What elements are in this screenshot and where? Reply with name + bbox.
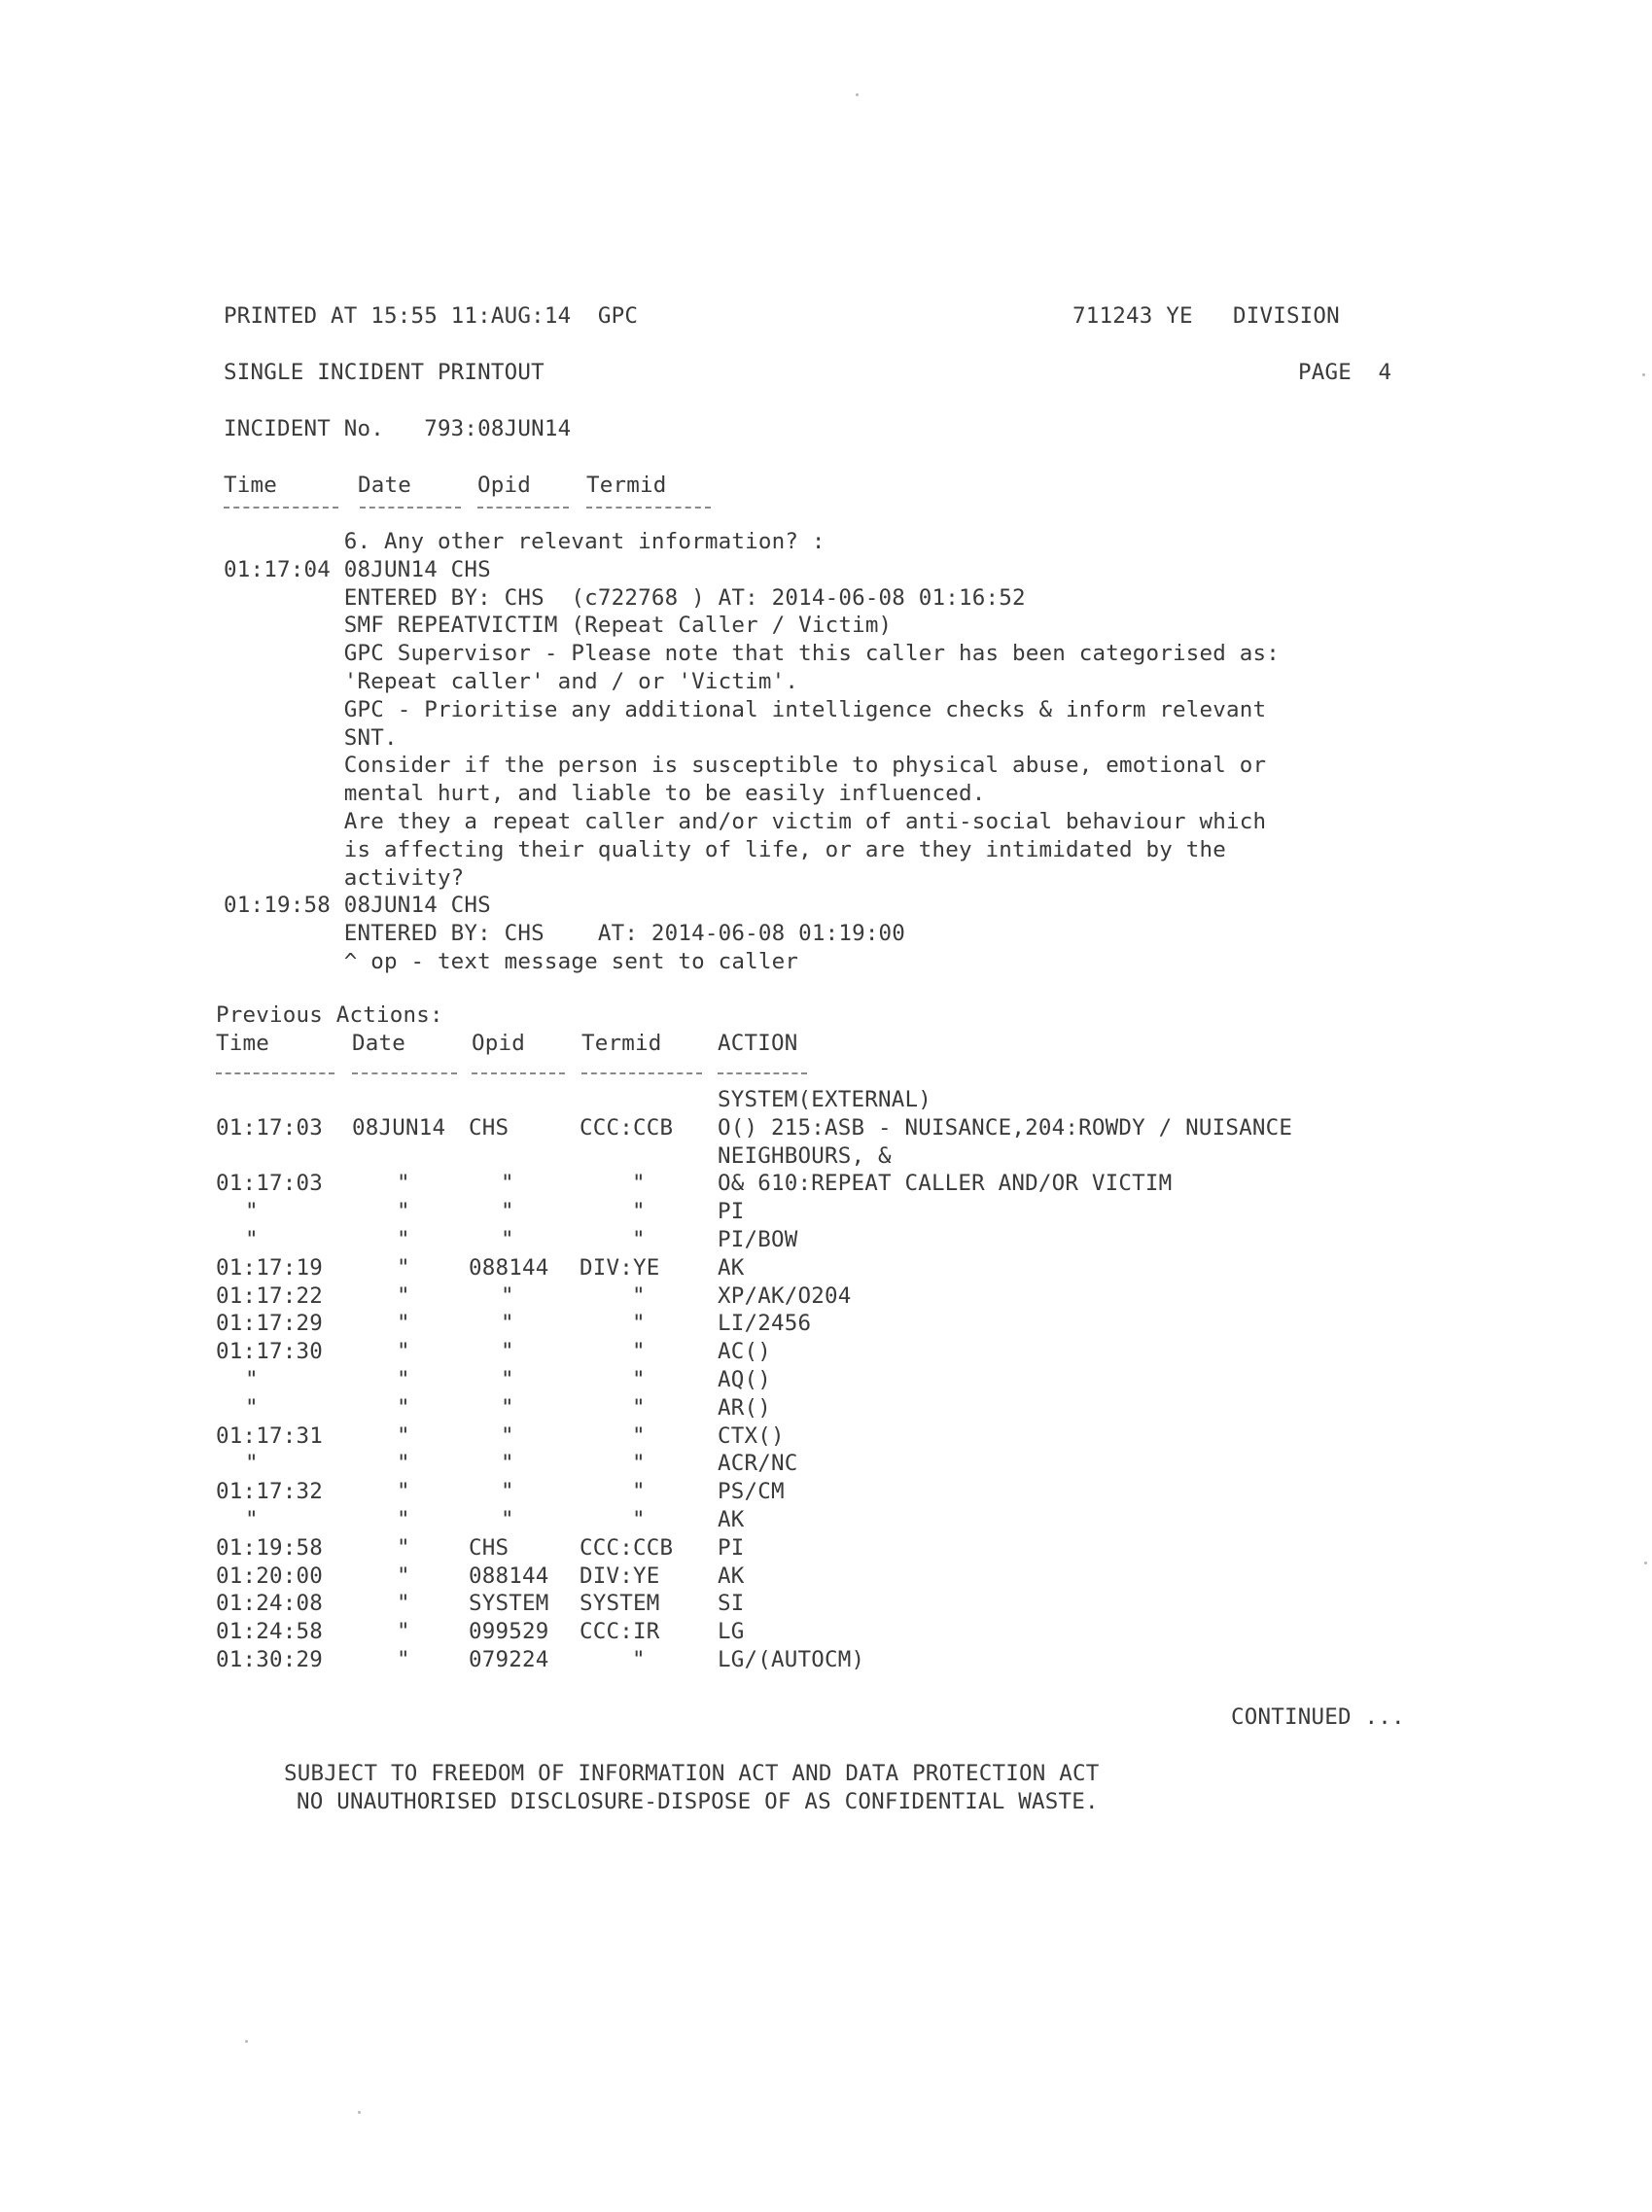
divider: [472, 1072, 565, 1074]
cell-opid: ": [501, 1422, 514, 1449]
cell-time: ": [245, 1394, 259, 1421]
cell-time: 01:17:22: [216, 1282, 323, 1309]
cell-time: 01:24:08: [216, 1591, 323, 1617]
cell-action: LG/(AUTOCM): [718, 1647, 865, 1672]
divider: [718, 1072, 807, 1074]
cell-action: O() 215:ASB - NUISANCE,204:ROWDY / NUISANCE: [718, 1114, 1293, 1141]
page-number: PAGE 4: [1298, 360, 1392, 385]
scan-speck: [1642, 373, 1645, 376]
cell-time: ": [245, 1227, 259, 1252]
cell-date: ": [397, 1171, 410, 1197]
cell-opid: 099529: [469, 1619, 549, 1645]
cell-time: ": [245, 1507, 259, 1532]
cell-date: ": [397, 1394, 410, 1421]
cell-termid: CCC:CCB: [580, 1114, 674, 1141]
cell-action: PI/BOW: [718, 1227, 798, 1252]
cell-date: ": [397, 1647, 410, 1672]
cell-action: AK: [718, 1507, 745, 1532]
log-header-opid: Opid: [477, 473, 531, 498]
cell-opid: 088144: [469, 1254, 549, 1281]
cell-termid: ": [632, 1199, 646, 1225]
cell-time: 01:17:03: [216, 1114, 323, 1141]
cell-termid: ": [632, 1367, 646, 1392]
cell-opid: CHS: [469, 1114, 510, 1141]
divider: [216, 1072, 334, 1074]
cell-date: ": [397, 1422, 410, 1449]
cell-termid: ": [632, 1507, 646, 1532]
cell-termid: ": [632, 1311, 646, 1337]
cell-action: XP/AK/O204: [718, 1282, 852, 1309]
cell-action: CTX(): [718, 1422, 785, 1449]
divider: [477, 507, 569, 509]
cell-action: PS/CM: [718, 1479, 785, 1505]
cell-date: ": [397, 1339, 410, 1365]
cell-opid: ": [501, 1394, 514, 1421]
cell-opid: 088144: [469, 1562, 549, 1589]
cell-action: O& 610:REPEAT CALLER AND/OR VICTIM: [718, 1171, 1173, 1197]
incident-number: INCIDENT No. 793:08JUN14: [224, 416, 572, 441]
cell-termid: ": [632, 1647, 646, 1672]
log-line: ^ op - text message sent to caller: [224, 949, 799, 974]
cell-date: ": [397, 1479, 410, 1505]
cell-termid: ": [632, 1339, 646, 1365]
actions-header-opid: Opid: [472, 1031, 525, 1056]
log-header-date: Date: [358, 473, 411, 498]
scan-speck: [1644, 1562, 1647, 1564]
scan-speck: [358, 2111, 361, 2114]
log-line: activity?: [224, 864, 465, 891]
log-line: mental hurt, and liable to be easily influenced.: [224, 781, 986, 807]
printed-at: PRINTED AT 15:55 11:AUG:14 GPC: [224, 303, 639, 329]
cell-time: 01:17:03: [216, 1171, 323, 1197]
cell-opid: ": [501, 1227, 514, 1252]
actions-header-time: Time: [216, 1031, 269, 1056]
scan-speck: [245, 2040, 248, 2043]
log-line: 01:19:58 08JUN14 CHS: [224, 893, 491, 919]
cell-date: ": [397, 1199, 410, 1225]
divider: [224, 507, 338, 509]
cell-time: ": [245, 1199, 259, 1225]
cell-action: AQ(): [718, 1367, 771, 1392]
log-line: SNT.: [224, 724, 398, 751]
cell-date: 08JUN14: [352, 1114, 446, 1141]
cell-termid: ": [632, 1479, 646, 1505]
cell-opid: ": [501, 1507, 514, 1532]
cell-termid: CCC:IR: [580, 1619, 660, 1645]
cell-termid: ": [632, 1394, 646, 1421]
cell-time: 01:17:29: [216, 1311, 323, 1337]
cell-time: 01:24:58: [216, 1619, 323, 1645]
actions-header-date: Date: [352, 1031, 405, 1056]
actions-header-termid: Termid: [581, 1031, 662, 1056]
log-line: GPC - Prioritise any additional intelligence checks & inform relevant: [224, 696, 1267, 722]
cell-action: ACR/NC: [718, 1451, 798, 1477]
cell-time: 01:17:19: [216, 1254, 323, 1281]
document-title: SINGLE INCIDENT PRINTOUT: [224, 360, 545, 385]
cell-termid: ": [632, 1451, 646, 1477]
actions-header-action: ACTION: [718, 1031, 798, 1056]
cell-termid: ": [632, 1227, 646, 1252]
cell-action: AC(): [718, 1339, 771, 1365]
log-header-time: Time: [224, 473, 277, 498]
log-line: ENTERED BY: CHS (c722768 ) AT: 2014-06-08 01:16:52: [224, 584, 1026, 611]
log-line: is affecting their quality of life, or are they intimidated by the: [224, 836, 1226, 862]
cell-opid: ": [501, 1367, 514, 1392]
cell-action: AK: [718, 1562, 745, 1589]
cell-time: 01:17:31: [216, 1422, 323, 1449]
previous-actions-title: Previous Actions:: [216, 1002, 443, 1028]
cell-date: ": [397, 1507, 410, 1532]
cell-opid: ": [501, 1339, 514, 1365]
cell-date: ": [397, 1254, 410, 1281]
cell-opid: 079224: [469, 1647, 549, 1672]
log-line: 'Repeat caller' and / or 'Victim'.: [224, 669, 799, 694]
cell-time: 01:30:29: [216, 1647, 323, 1672]
scan-speck: [856, 93, 859, 96]
cell-action: AR(): [718, 1394, 771, 1421]
cell-opid: ": [501, 1479, 514, 1505]
cell-action: NEIGHBOURS, &: [718, 1142, 892, 1169]
cell-action: PI: [718, 1199, 745, 1225]
divider: [360, 507, 461, 509]
log-line: ENTERED BY: CHS AT: 2014-06-08 01:19:00: [224, 921, 906, 947]
cell-opid: ": [501, 1311, 514, 1337]
cell-date: ": [397, 1534, 410, 1561]
cell-time: 01:17:32: [216, 1479, 323, 1505]
cell-opid: CHS: [469, 1534, 510, 1561]
cell-opid: ": [501, 1199, 514, 1225]
divider: [581, 1072, 702, 1074]
log-line: SMF REPEATVICTIM (Repeat Caller / Victim): [224, 613, 893, 639]
cell-termid: SYSTEM: [580, 1591, 660, 1617]
cell-opid: ": [501, 1451, 514, 1477]
log-line: 01:17:04 08JUN14 CHS: [224, 556, 491, 582]
cell-action: LG: [718, 1619, 745, 1645]
log-line: GPC Supervisor - Please note that this caller has been categorised as:: [224, 641, 1280, 667]
cell-date: ": [397, 1451, 410, 1477]
cell-date: ": [397, 1367, 410, 1392]
cell-time: 01:19:58: [216, 1534, 323, 1561]
cell-termid: DIV:YE: [580, 1562, 660, 1589]
divider: [352, 1072, 457, 1074]
log-line: Are they a repeat caller and/or victim of anti-social behaviour which: [224, 809, 1267, 834]
cell-time: 01:17:30: [216, 1339, 323, 1365]
disclosure-notice-line1: SUBJECT TO FREEDOM OF INFORMATION ACT AND DATA PROTECTION ACT: [284, 1761, 1100, 1786]
disclosure-notice-line2: NO UNAUTHORISED DISCLOSURE-DISPOSE OF AS CONFIDENTIAL WASTE.: [297, 1789, 1099, 1814]
continued-label: CONTINUED ...: [1231, 1704, 1405, 1730]
cell-termid: DIV:YE: [580, 1254, 660, 1281]
cell-action: AK: [718, 1254, 745, 1281]
cell-termid: ": [632, 1422, 646, 1449]
log-line: Consider if the person is susceptible to physical abuse, emotional or: [224, 753, 1267, 779]
cell-time: ": [245, 1367, 259, 1392]
cell-action: LI/2456: [718, 1311, 812, 1337]
cell-time: ": [245, 1451, 259, 1477]
cell-termid: ": [632, 1282, 646, 1309]
cell-action: SI: [718, 1591, 745, 1617]
cell-date: ": [397, 1562, 410, 1589]
cell-opid: ": [501, 1171, 514, 1197]
cell-termid: ": [632, 1171, 646, 1197]
divider: [586, 507, 711, 509]
cell-opid: ": [501, 1282, 514, 1309]
division-code: 711243 YE DIVISION: [1072, 303, 1340, 329]
cell-date: ": [397, 1282, 410, 1309]
cell-opid: SYSTEM: [469, 1591, 549, 1617]
log-header-termid: Termid: [586, 473, 667, 498]
cell-time: 01:20:00: [216, 1562, 323, 1589]
cell-date: ": [397, 1619, 410, 1645]
cell-action: PI: [718, 1534, 745, 1561]
log-line: 6. Any other relevant information? :: [224, 529, 826, 554]
cell-action: SYSTEM(EXTERNAL): [718, 1087, 931, 1112]
cell-date: ": [397, 1227, 410, 1252]
cell-termid: CCC:CCB: [580, 1534, 674, 1561]
cell-date: ": [397, 1591, 410, 1617]
cell-date: ": [397, 1311, 410, 1337]
